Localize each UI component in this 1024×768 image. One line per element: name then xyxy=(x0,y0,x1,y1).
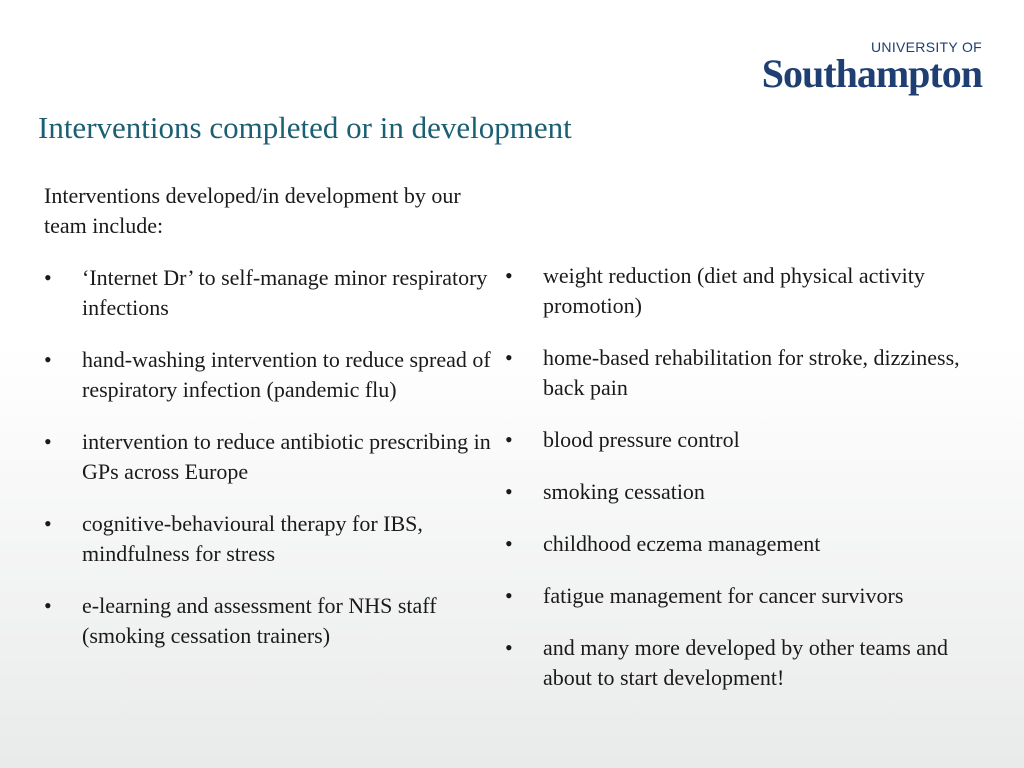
list-item-text: and many more developed by other teams and about to start development! xyxy=(543,635,949,690)
right-bullet-list xyxy=(505,261,985,715)
bullet-icon: • xyxy=(505,531,513,556)
list-item xyxy=(505,633,985,693)
bullet-icon: • xyxy=(44,347,52,372)
bullet-icon: • xyxy=(505,635,513,660)
bullet-icon: • xyxy=(505,583,513,608)
bullet-icon: • xyxy=(505,263,513,288)
list-item-text: childhood eczema management xyxy=(543,531,821,556)
list-item-text: home-based rehabilitation for stroke, dizziness, back pain xyxy=(543,345,960,400)
bullet-icon: • xyxy=(44,593,52,618)
bullet-icon: • xyxy=(505,479,513,504)
list-item xyxy=(505,581,985,611)
list-item-text: intervention to reduce antibiotic prescribing in GPs across Europe xyxy=(82,429,491,484)
bullet-icon: • xyxy=(44,429,52,454)
list-item xyxy=(505,477,985,507)
list-item xyxy=(44,509,494,569)
list-item xyxy=(505,261,985,321)
list-item-text: smoking cessation xyxy=(543,479,705,504)
bullet-icon: • xyxy=(44,265,52,290)
bullet-icon: • xyxy=(505,345,513,370)
list-item-text: ‘Internet Dr’ to self-manage minor respiratory infections xyxy=(82,265,488,320)
list-item xyxy=(505,425,985,455)
list-item-text: weight reduction (diet and physical activity promotion) xyxy=(543,263,925,318)
list-item xyxy=(44,263,494,323)
list-item-text: e-learning and assessment for NHS staff (smoking cessation trainers) xyxy=(82,593,437,648)
bullet-icon: • xyxy=(505,427,513,452)
logo-university-of: UNIVERSITY OF xyxy=(871,39,982,55)
slide-title: Interventions completed or in development xyxy=(38,110,572,145)
university-logo xyxy=(762,40,982,94)
list-item-text: fatigue management for cancer survivors xyxy=(543,583,904,608)
list-item xyxy=(44,345,494,405)
list-item xyxy=(44,427,494,487)
list-item xyxy=(505,343,985,403)
list-item xyxy=(44,591,494,651)
logo-southampton: Southampton xyxy=(761,51,982,96)
bullet-icon: • xyxy=(44,511,52,536)
list-item xyxy=(505,529,985,559)
intro-text: Interventions developed/in development by our team include: xyxy=(44,183,461,238)
list-item-text: hand-washing intervention to reduce spread of respiratory infection (pandemic flu) xyxy=(82,347,491,402)
left-bullet-list xyxy=(44,263,494,673)
list-item-text: cognitive-behavioural therapy for IBS, mindfulness for stress xyxy=(82,511,423,566)
list-item-text: blood pressure control xyxy=(543,427,740,452)
